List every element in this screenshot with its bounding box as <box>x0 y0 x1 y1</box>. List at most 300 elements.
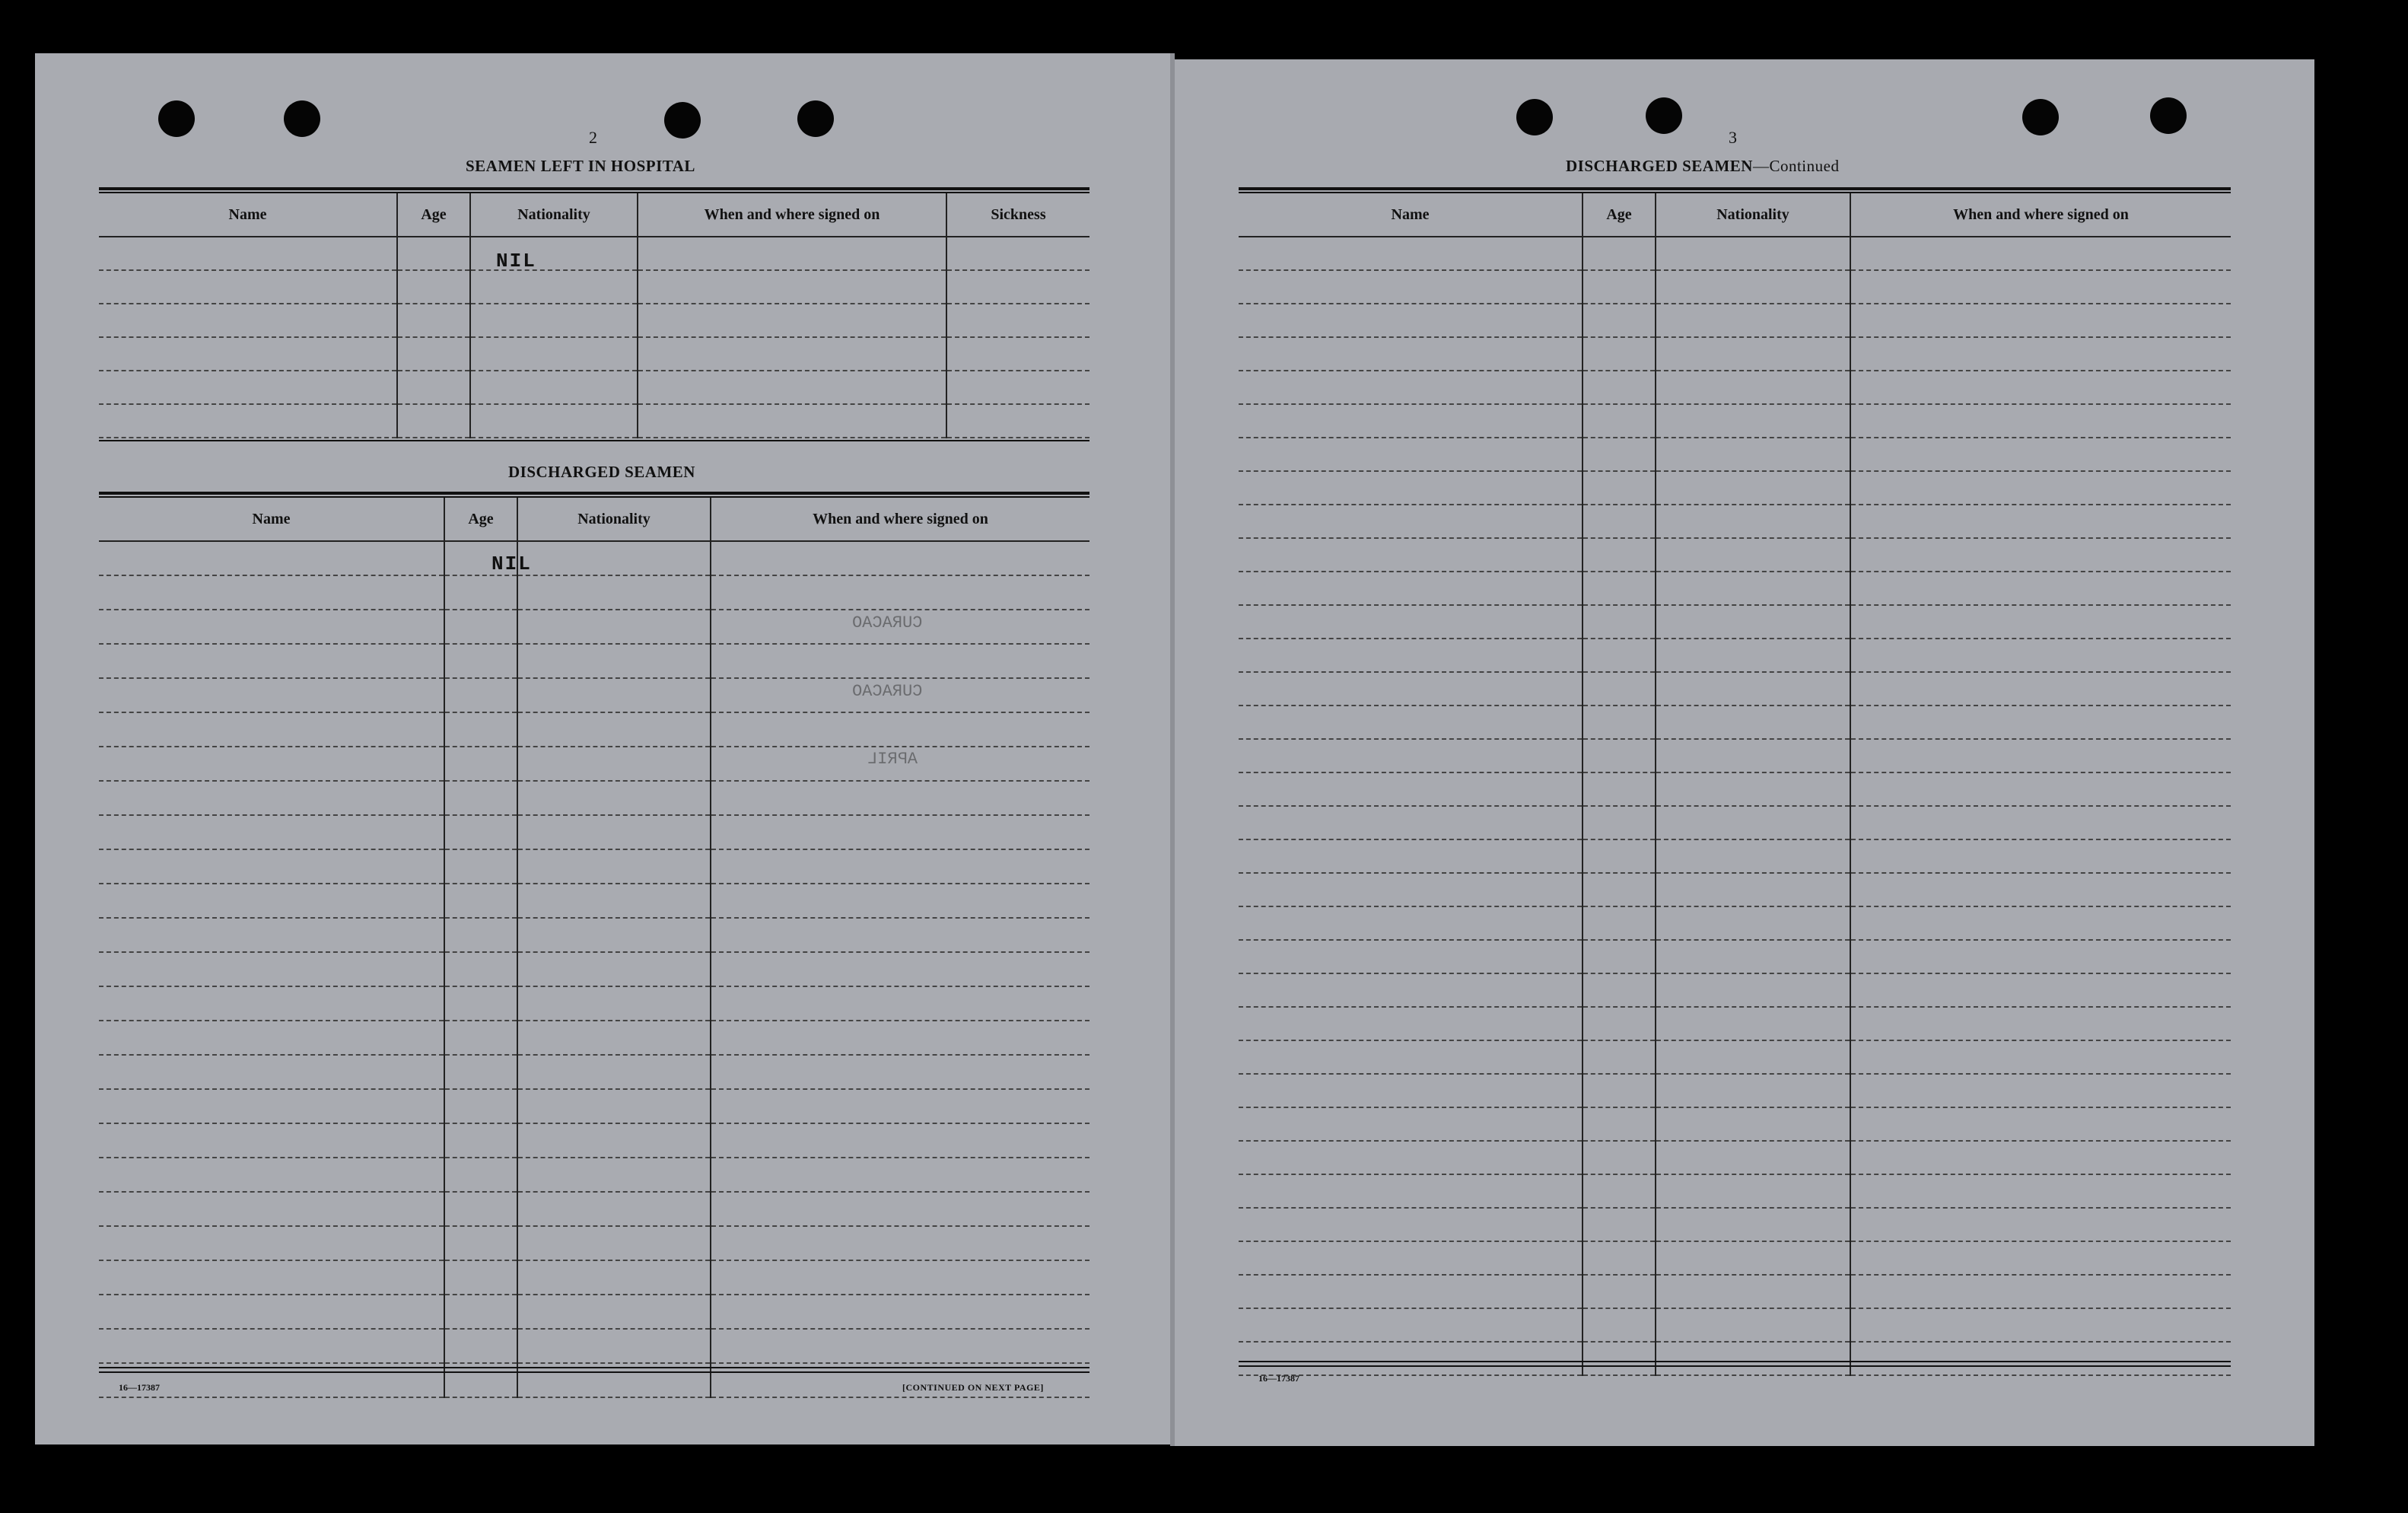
table-cell <box>638 371 946 404</box>
rule <box>99 440 1089 441</box>
table-cell <box>1583 237 1656 270</box>
table-row <box>99 815 1089 849</box>
table-cell <box>99 1123 444 1158</box>
table-cell <box>99 404 397 438</box>
table-cell <box>1583 706 1656 739</box>
table-cell <box>1583 1275 1656 1308</box>
table-cell <box>99 1260 444 1295</box>
table-row <box>1239 739 2231 772</box>
table-cell <box>99 575 444 610</box>
table-row <box>99 404 1089 438</box>
table-cell <box>1656 371 1850 404</box>
table-cell <box>711 1192 1089 1226</box>
table-row <box>99 781 1089 815</box>
discharged-continued-title-suffix: —Continued <box>1752 157 1840 175</box>
table-cell <box>1850 672 2231 706</box>
table-cell <box>1656 471 1850 505</box>
table-cell <box>1583 505 1656 538</box>
table-cell <box>444 610 517 644</box>
table-cell <box>517 1329 711 1363</box>
table-cell <box>1583 1040 1656 1074</box>
table-cell <box>99 1089 444 1123</box>
discharged-continued-title <box>1566 157 1839 176</box>
table-cell <box>1850 337 2231 371</box>
table-cell <box>99 781 444 815</box>
table-cell <box>711 575 1089 610</box>
table-cell <box>1850 739 2231 772</box>
table-cell <box>444 781 517 815</box>
hospital-table <box>99 193 1089 438</box>
form-code: 16—17387 <box>1258 1373 1299 1384</box>
table-cell <box>99 952 444 986</box>
table-cell <box>1656 1241 1850 1275</box>
table-cell <box>444 1260 517 1295</box>
table-cell <box>517 644 711 678</box>
table-cell <box>1850 1308 2231 1342</box>
table-row <box>99 575 1089 610</box>
table-cell <box>1583 1107 1656 1141</box>
table-cell <box>517 918 711 952</box>
table-cell <box>1850 639 2231 672</box>
table-row <box>99 1089 1089 1123</box>
table-row <box>99 1226 1089 1260</box>
table-cell <box>1850 1174 2231 1208</box>
table-cell <box>711 1158 1089 1192</box>
table-row <box>99 1158 1089 1192</box>
table-row <box>1239 639 2231 672</box>
table-cell <box>711 815 1089 849</box>
table-row <box>1239 940 2231 973</box>
table-row <box>1239 438 2231 471</box>
table-cell <box>517 1089 711 1123</box>
table-cell <box>711 541 1089 575</box>
page-fold <box>1170 53 1175 1446</box>
table-cell <box>638 304 946 337</box>
discharged-section-title: DISCHARGED SEAMEN <box>508 463 695 481</box>
table-cell <box>517 1260 711 1295</box>
table-cell <box>1850 772 2231 806</box>
table-row <box>99 1192 1089 1226</box>
table-cell <box>1583 1241 1656 1275</box>
table-cell <box>99 541 444 575</box>
table-cell <box>99 1226 444 1260</box>
table-row <box>99 678 1089 712</box>
table-cell <box>1583 873 1656 906</box>
table-cell <box>1239 237 1583 270</box>
rule <box>1239 1361 2231 1362</box>
table-cell <box>1656 1074 1850 1107</box>
table-cell <box>444 1226 517 1260</box>
table-cell <box>711 918 1089 952</box>
table-cell <box>444 644 517 678</box>
table-row <box>99 849 1089 884</box>
hospital-rows <box>99 237 1089 438</box>
table-cell <box>517 1123 711 1158</box>
table-cell <box>711 884 1089 918</box>
table-row <box>1239 1174 2231 1208</box>
column-header-sickness: Sickness <box>946 193 1089 237</box>
table-row <box>1239 806 2231 839</box>
table-cell <box>1656 505 1850 538</box>
table-row <box>99 1055 1089 1089</box>
table-cell <box>1239 505 1583 538</box>
table-cell <box>1239 772 1583 806</box>
table-cell <box>1850 1275 2231 1308</box>
table-cell <box>99 884 444 918</box>
column-header-nationality: Nationality <box>470 193 638 237</box>
table-cell <box>1656 538 1850 572</box>
table-row <box>1239 906 2231 940</box>
table-cell <box>99 237 397 270</box>
table-cell <box>99 371 397 404</box>
table-cell <box>444 952 517 986</box>
table-row <box>99 304 1089 337</box>
table-cell <box>1656 1342 1850 1375</box>
table-cell <box>1850 1074 2231 1107</box>
table-cell <box>1656 706 1850 739</box>
table-cell <box>1239 404 1583 438</box>
table-cell <box>1850 572 2231 605</box>
table-cell <box>1239 572 1583 605</box>
table-row <box>1239 772 2231 806</box>
discharged-continued-table <box>1239 193 2231 1376</box>
table-cell <box>1239 873 1583 906</box>
table-cell <box>444 1158 517 1192</box>
table-row <box>1239 973 2231 1007</box>
column-header-age: Age <box>397 193 470 237</box>
table-cell <box>711 849 1089 884</box>
table-cell <box>1239 839 1583 873</box>
table-cell <box>1583 572 1656 605</box>
table-cell <box>517 781 711 815</box>
table-cell <box>1656 906 1850 940</box>
table-cell <box>1850 237 2231 270</box>
table-cell <box>1850 505 2231 538</box>
table-cell <box>1656 1007 1850 1040</box>
punch-hole <box>1646 97 1682 134</box>
table-cell <box>1656 237 1850 270</box>
table-cell <box>517 1055 711 1089</box>
table-cell <box>1656 1208 1850 1241</box>
table-cell <box>1583 337 1656 371</box>
table-cell <box>444 1192 517 1226</box>
table-cell <box>1656 772 1850 806</box>
table-cell <box>1656 940 1850 973</box>
table-cell <box>1239 1141 1583 1174</box>
rule <box>99 1367 1089 1368</box>
table-cell <box>1656 605 1850 639</box>
page-number: 3 <box>1729 128 1737 147</box>
rule <box>99 492 1089 495</box>
table-cell <box>1656 1141 1850 1174</box>
table-cell <box>517 1021 711 1055</box>
table-row <box>1239 1308 2231 1342</box>
table-cell <box>1583 605 1656 639</box>
table-cell <box>711 747 1089 781</box>
table-cell <box>1850 973 2231 1007</box>
table-cell <box>99 918 444 952</box>
punch-hole <box>797 100 834 137</box>
table-row <box>99 237 1089 270</box>
table-row <box>99 952 1089 986</box>
rule <box>1239 1365 2231 1367</box>
table-cell <box>397 404 470 438</box>
table-cell <box>1656 337 1850 371</box>
table-row <box>1239 505 2231 538</box>
table-row <box>99 541 1089 575</box>
column-header-name: Name <box>252 510 291 527</box>
table-cell <box>946 237 1089 270</box>
table-cell <box>444 1055 517 1089</box>
table-row <box>1239 672 2231 706</box>
table-row <box>1239 304 2231 337</box>
rule <box>1239 187 2231 190</box>
table-cell <box>1850 1208 2231 1241</box>
column-header-nationality: Nationality <box>517 498 711 541</box>
table-row <box>1239 1074 2231 1107</box>
table-cell <box>1239 538 1583 572</box>
table-cell <box>1239 1040 1583 1074</box>
table-cell <box>1583 1342 1656 1375</box>
table-cell <box>1850 538 2231 572</box>
table-cell <box>517 1192 711 1226</box>
table-cell <box>946 337 1089 371</box>
column-header-age: Age <box>444 498 517 541</box>
table-cell <box>1850 270 2231 304</box>
table-cell <box>711 644 1089 678</box>
table-cell <box>1239 1241 1583 1275</box>
table-cell <box>711 1123 1089 1158</box>
hospital-section-title: SEAMEN LEFT IN HOSPITAL <box>466 157 695 175</box>
discharged-rows <box>99 541 1089 1397</box>
table-cell <box>444 1295 517 1329</box>
punch-hole <box>664 102 701 139</box>
table-cell <box>444 575 517 610</box>
table-cell <box>1656 572 1850 605</box>
table-cell <box>1850 438 2231 471</box>
rule <box>99 187 1089 190</box>
table-cell <box>1850 1342 2231 1375</box>
column-header-name: Name <box>228 205 267 223</box>
table-cell <box>1850 371 2231 404</box>
table-cell <box>1656 973 1850 1007</box>
table-cell <box>397 371 470 404</box>
table-cell <box>1239 940 1583 973</box>
nil-stamp: NIL <box>491 553 532 575</box>
table-cell <box>711 610 1089 644</box>
table-cell <box>99 1329 444 1363</box>
table-cell <box>444 1089 517 1123</box>
column-header-name: Name <box>1391 205 1430 223</box>
table-cell <box>99 849 444 884</box>
table-cell <box>1239 304 1583 337</box>
table-cell <box>1583 940 1656 973</box>
table-cell <box>1850 839 2231 873</box>
table-cell <box>1850 940 2231 973</box>
table-cell <box>1656 672 1850 706</box>
table-cell <box>1850 906 2231 940</box>
table-row <box>99 610 1089 644</box>
table-cell <box>517 849 711 884</box>
table-cell <box>397 237 470 270</box>
table-cell <box>1583 672 1656 706</box>
table-row <box>1239 270 2231 304</box>
table-cell <box>444 1021 517 1055</box>
table-cell <box>1239 906 1583 940</box>
table-cell <box>1239 471 1583 505</box>
table-cell <box>517 747 711 781</box>
table-cell <box>517 1158 711 1192</box>
table-cell <box>1239 1308 1583 1342</box>
table-row <box>1239 1040 2231 1074</box>
table-cell <box>1656 404 1850 438</box>
table-cell <box>1656 270 1850 304</box>
table-row <box>99 270 1089 304</box>
table-row <box>1239 1275 2231 1308</box>
table-cell <box>517 541 711 575</box>
table-row <box>99 1295 1089 1329</box>
table-cell <box>946 404 1089 438</box>
table-cell <box>1656 438 1850 471</box>
table-cell <box>444 849 517 884</box>
table-cell <box>946 304 1089 337</box>
punch-hole <box>1516 99 1553 135</box>
table-cell <box>1239 337 1583 371</box>
table-cell <box>1656 1040 1850 1074</box>
table-cell <box>711 1295 1089 1329</box>
table-row <box>1239 371 2231 404</box>
bleed-through-text: CURACAO <box>852 682 923 701</box>
table-cell <box>711 1089 1089 1123</box>
table-cell <box>1239 706 1583 739</box>
table-cell <box>1239 1074 1583 1107</box>
table-cell <box>517 1295 711 1329</box>
continued-note: [CONTINUED ON NEXT PAGE] <box>902 1382 1044 1393</box>
table-cell <box>517 986 711 1021</box>
punch-hole <box>158 100 195 137</box>
table-row <box>1239 1241 2231 1275</box>
table-row <box>1239 873 2231 906</box>
table-cell <box>397 270 470 304</box>
table-cell <box>711 712 1089 747</box>
table-cell <box>1583 371 1656 404</box>
column-header-signed-on: When and where signed on <box>638 193 946 237</box>
table-cell <box>470 371 638 404</box>
table-cell <box>1583 839 1656 873</box>
table-row <box>99 337 1089 371</box>
table-cell <box>1583 471 1656 505</box>
table-cell <box>711 1260 1089 1295</box>
table-cell <box>1850 304 2231 337</box>
table-cell <box>711 1021 1089 1055</box>
table-cell <box>1850 1141 2231 1174</box>
form-code: 16—17387 <box>119 1382 160 1393</box>
table-row <box>99 644 1089 678</box>
table-cell <box>99 1055 444 1089</box>
table-cell <box>1850 605 2231 639</box>
table-cell <box>1583 1174 1656 1208</box>
table-cell <box>1583 906 1656 940</box>
bleed-through-text: APRIL <box>867 750 918 769</box>
rule <box>99 1371 1089 1373</box>
table-cell <box>1583 973 1656 1007</box>
table-cell <box>711 678 1089 712</box>
table-cell <box>1583 772 1656 806</box>
table-cell <box>99 986 444 1021</box>
table-cell <box>1656 304 1850 337</box>
table-cell <box>1850 873 2231 906</box>
table-cell <box>1583 1208 1656 1241</box>
table-row <box>1239 839 2231 873</box>
table-cell <box>711 1055 1089 1089</box>
table-cell <box>1239 371 1583 404</box>
table-row <box>1239 605 2231 639</box>
table-cell <box>1239 438 1583 471</box>
table-row <box>99 884 1089 918</box>
table-cell <box>1850 471 2231 505</box>
table-cell <box>1239 672 1583 706</box>
table-cell <box>444 884 517 918</box>
table-cell <box>1850 1007 2231 1040</box>
table-row <box>1239 337 2231 371</box>
table-cell <box>99 304 397 337</box>
table-cell <box>1656 1107 1850 1141</box>
table-row <box>99 1123 1089 1158</box>
table-cell <box>444 815 517 849</box>
table-cell <box>638 337 946 371</box>
table-cell <box>1583 806 1656 839</box>
table-cell <box>470 404 638 438</box>
table-row <box>99 1260 1089 1295</box>
table-row <box>99 712 1089 747</box>
table-row <box>99 918 1089 952</box>
table-cell <box>444 712 517 747</box>
table-cell <box>1850 404 2231 438</box>
table-row <box>99 371 1089 404</box>
punch-hole <box>2150 97 2187 134</box>
table-row <box>1239 471 2231 505</box>
table-row <box>1239 572 2231 605</box>
table-cell <box>517 815 711 849</box>
table-cell <box>1656 1174 1850 1208</box>
table-cell <box>1583 438 1656 471</box>
table-cell <box>99 1192 444 1226</box>
table-cell <box>1850 706 2231 739</box>
table-cell <box>1656 639 1850 672</box>
page-number: 2 <box>589 128 597 147</box>
table-cell <box>1656 1308 1850 1342</box>
table-cell <box>517 952 711 986</box>
punch-hole <box>284 100 320 137</box>
table-cell <box>638 237 946 270</box>
table-cell <box>1239 1275 1583 1308</box>
nil-stamp: NIL <box>496 250 536 272</box>
table-cell <box>99 1021 444 1055</box>
discharged-continued-rows <box>1239 237 2231 1375</box>
table-cell <box>517 884 711 918</box>
table-cell <box>99 270 397 304</box>
table-cell <box>517 1226 711 1260</box>
table-cell <box>1239 639 1583 672</box>
table-cell <box>711 952 1089 986</box>
table-cell <box>517 610 711 644</box>
table-cell <box>99 1158 444 1192</box>
column-header-nationality: Nationality <box>1656 193 1850 237</box>
table-cell <box>517 712 711 747</box>
table-row <box>1239 706 2231 739</box>
table-cell <box>1583 1074 1656 1107</box>
table-cell <box>1239 973 1583 1007</box>
